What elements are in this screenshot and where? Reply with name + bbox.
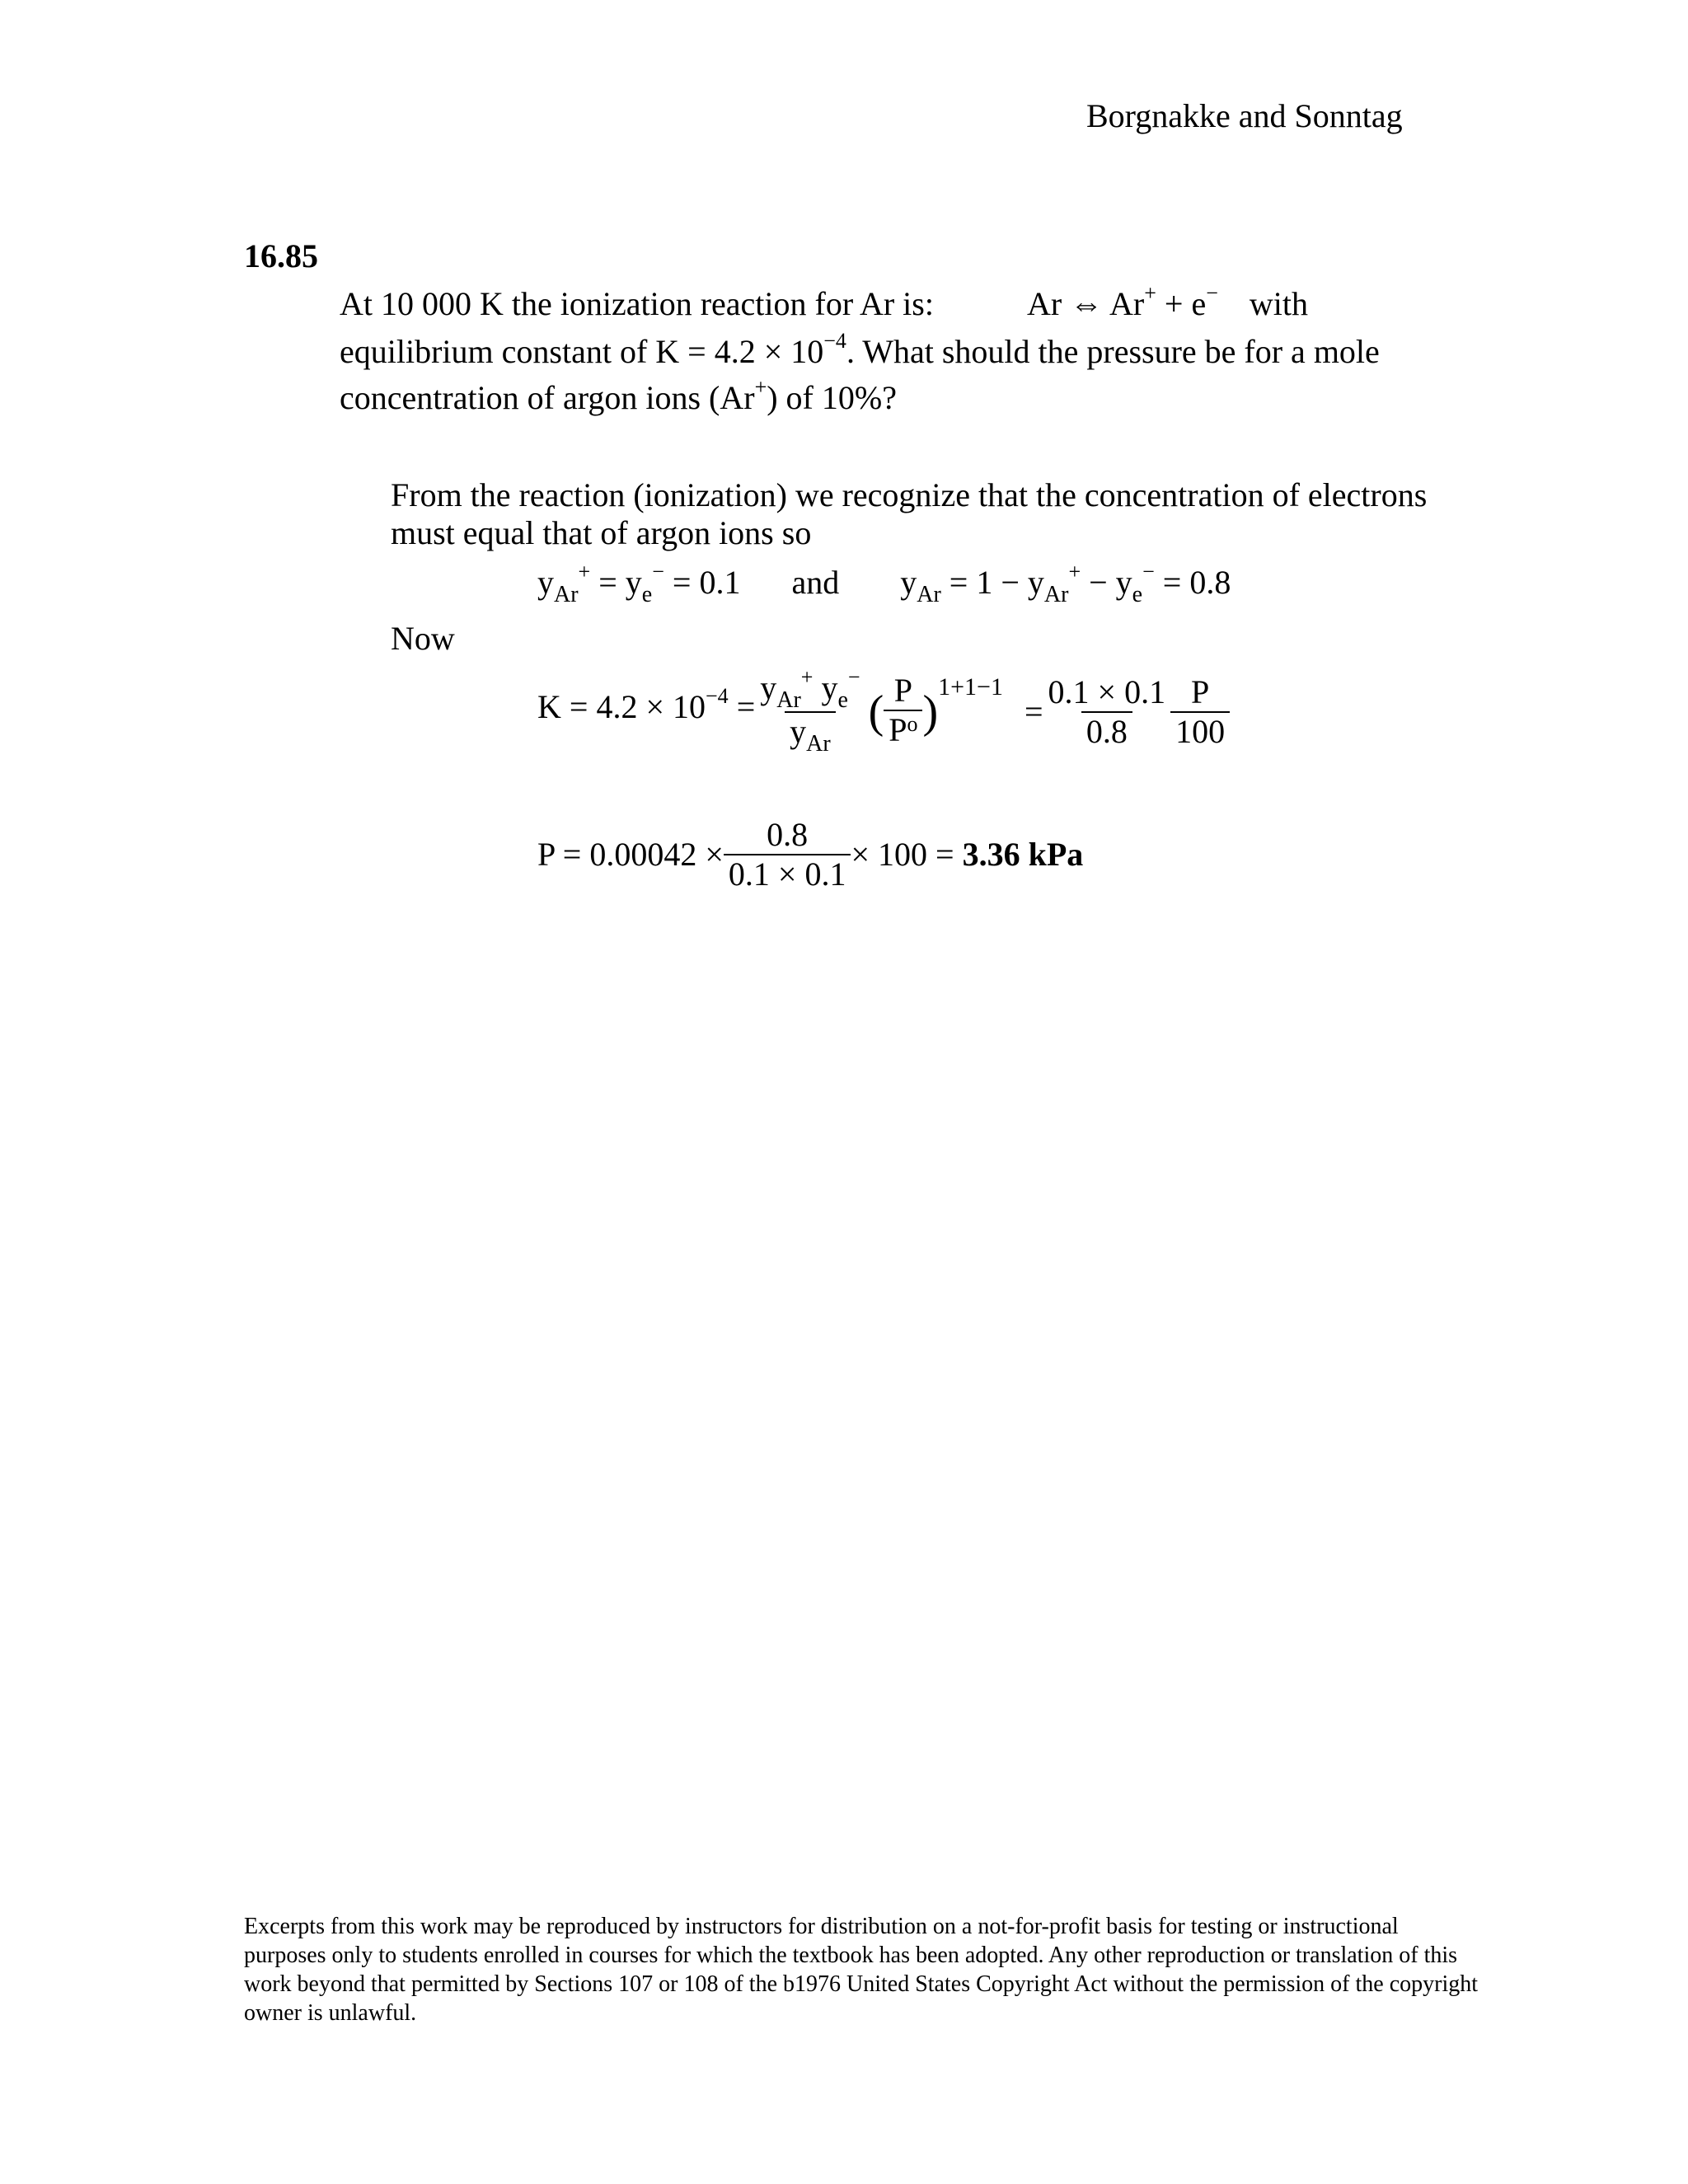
- equation-mole-fractions: $y_{Ar}^+ = y_e^- = 0.1$ and $y_{Ar} = 1 - y_{Ar}^+ - y_e^- = 0.8$: [537, 560, 1231, 607]
- solution-para-line-2: must equal that of argon ions so: [391, 514, 812, 551]
- problem-number: 16.85: [244, 237, 318, 274]
- header-author: Borgnakke and Sonntag: [1086, 97, 1403, 134]
- plus-sign: +: [1144, 281, 1156, 305]
- fraction-p-over-100: $\frac{P}{100}$: [1170, 673, 1230, 751]
- statement-line-1: [340, 285, 934, 323]
- fraction-values: $\frac{0.1 \times 0.1}{0.8}$: [1048, 673, 1166, 750]
- reaction-equation: Ar ⇔ Ar+ + e− with: [1027, 281, 1308, 322]
- equation-equilibrium: $K = 4.2 \times 10^{-4}$ = $\frac{y_{Ar}^+ y_e^-}{y_{Ar}}$ ( $\frac{P}{P^o}$ ) 1+1−1 = $\frac{0.1 \times 0.1}{0.8}$ $\frac{P}{100}$: [537, 669, 1230, 755]
- minus-sign: −: [1206, 281, 1218, 305]
- equation-pressure-result: P = 0.00042 × $\frac{0.8}{0.1 \times 0.1}$ × 100 = 3.36 kPa: [537, 816, 1084, 893]
- solution-para-line-1: From the reaction (ionization) we recognize that the concentration of electrons: [391, 476, 1428, 513]
- result-value: 3.36 kPa: [962, 836, 1084, 873]
- copyright-notice: Excerpts from this work may be reproduced by instructors for distribution on a not-for-profit basis for testing or instructional purposes only to students enrolled in courses for which the textbook has been adopted. Any other reproduction or translation of this work beyond that permitted by Sections 107 or 108 of the b1976 United States Copyright Act without the permission of the copyright owner is unlawful.: [244, 1914, 1479, 2026]
- statement-line-2: equilibrium constant of $K = 4.2 \times 10^{-4}$. What should the pressure be for a mole: [340, 329, 1380, 370]
- fraction-pressure: $\frac{P}{P^o}$: [884, 672, 922, 753]
- statement-text: At 10 000 K the ionization reaction for Ar is:: [340, 285, 934, 322]
- now-label: Now: [391, 620, 455, 657]
- statement-line-3: concentration of argon ions (Ar+) of 10%?: [340, 375, 897, 416]
- fraction-mole: $\frac{y_{Ar}^+ y_e^-}{y_{Ar}}$: [760, 665, 860, 757]
- fraction-result: $\frac{0.8}{0.1 \times 0.1}$: [724, 816, 851, 893]
